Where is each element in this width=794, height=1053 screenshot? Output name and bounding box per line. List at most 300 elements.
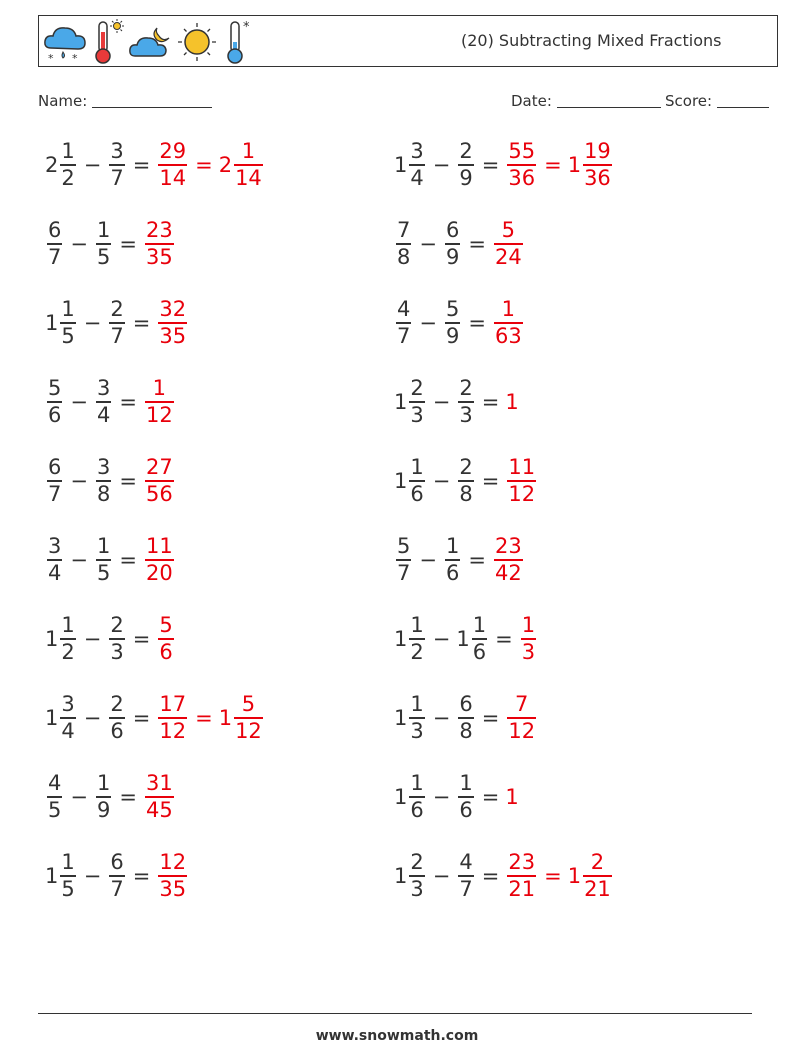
minus-sign: − bbox=[432, 706, 451, 730]
fraction bbox=[47, 218, 62, 270]
equals-sign: = bbox=[481, 864, 500, 888]
svg-text:*: * bbox=[243, 20, 250, 35]
whole-number: 1 bbox=[45, 863, 59, 888]
first-operand bbox=[45, 692, 78, 744]
fraction bbox=[396, 297, 411, 349]
answer bbox=[156, 850, 189, 902]
fraction bbox=[396, 218, 411, 270]
answer bbox=[505, 455, 538, 507]
second-operand bbox=[456, 850, 475, 902]
equals-sign: = bbox=[468, 311, 486, 335]
answer bbox=[156, 613, 175, 665]
answer bbox=[519, 613, 538, 665]
answer-fraction bbox=[507, 455, 536, 507]
denominator: 8 bbox=[397, 244, 411, 269]
answer bbox=[143, 771, 176, 823]
numerator: 1 bbox=[445, 534, 460, 559]
denominator: 7 bbox=[110, 323, 124, 348]
answer-fraction bbox=[158, 850, 187, 902]
numerator: 3 bbox=[96, 376, 111, 401]
first-operand bbox=[45, 771, 64, 823]
fraction bbox=[60, 139, 75, 191]
numerator: 27 bbox=[145, 455, 173, 480]
minus-sign: − bbox=[83, 311, 102, 335]
numerator: 12 bbox=[159, 850, 187, 875]
svg-text:*: * bbox=[72, 52, 78, 65]
answer bbox=[156, 297, 189, 349]
equals-sign: = bbox=[132, 864, 151, 888]
answer-mixed-number bbox=[568, 850, 614, 902]
numerator: 6 bbox=[459, 692, 473, 717]
first-operand bbox=[45, 297, 78, 349]
answer-whole: 1 bbox=[505, 390, 519, 414]
denominator: 5 bbox=[96, 560, 111, 585]
whole-number: 2 bbox=[218, 152, 233, 177]
numerator: 29 bbox=[159, 139, 187, 164]
numerator: 31 bbox=[145, 771, 173, 796]
fraction bbox=[458, 850, 473, 902]
minus-sign: − bbox=[70, 548, 88, 572]
denominator: 7 bbox=[110, 165, 124, 190]
equals-sign: = bbox=[481, 469, 500, 493]
minus-sign: − bbox=[83, 706, 102, 730]
fraction bbox=[445, 534, 460, 586]
whole-number: 1 bbox=[394, 705, 408, 730]
answer-fraction bbox=[507, 850, 536, 902]
denominator: 6 bbox=[410, 481, 424, 506]
denominator: 9 bbox=[445, 323, 460, 348]
denominator: 4 bbox=[48, 560, 62, 585]
whole-number: 1 bbox=[394, 389, 408, 414]
first-operand bbox=[45, 613, 78, 665]
denominator: 6 bbox=[110, 718, 124, 743]
numerator: 5 bbox=[397, 534, 411, 559]
fraction bbox=[234, 139, 263, 191]
whole-number: 1 bbox=[394, 152, 408, 177]
equals-sign: = bbox=[132, 706, 151, 730]
second-operand bbox=[107, 297, 126, 349]
denominator: 3 bbox=[410, 718, 424, 743]
equals-sign: = bbox=[132, 153, 151, 177]
minus-sign: − bbox=[432, 390, 451, 414]
numerator: 1 bbox=[61, 850, 75, 875]
answer bbox=[492, 534, 525, 586]
problem-left-7 bbox=[45, 604, 176, 674]
answer bbox=[156, 692, 264, 744]
whole-number: 1 bbox=[394, 784, 408, 809]
equals-sign: = bbox=[468, 232, 486, 256]
denominator: 6 bbox=[159, 639, 173, 664]
denominator: 2 bbox=[410, 639, 424, 664]
whole-number: 1 bbox=[45, 626, 59, 651]
answer-fraction bbox=[145, 376, 174, 428]
numerator: 2 bbox=[110, 613, 124, 638]
numerator: 1 bbox=[96, 771, 111, 796]
answer-fraction bbox=[494, 534, 523, 586]
minus-sign: − bbox=[432, 627, 451, 651]
denominator: 12 bbox=[145, 402, 173, 427]
whole-number: 2 bbox=[45, 152, 59, 177]
denominator: 4 bbox=[96, 402, 111, 427]
fraction bbox=[234, 692, 263, 744]
name-field bbox=[38, 92, 212, 110]
problem-left-1 bbox=[45, 130, 265, 200]
numerator: 6 bbox=[110, 850, 124, 875]
denominator: 12 bbox=[159, 718, 187, 743]
fraction bbox=[47, 376, 62, 428]
numerator: 1 bbox=[521, 613, 536, 638]
fraction bbox=[109, 297, 124, 349]
denominator: 9 bbox=[96, 797, 111, 822]
denominator: 7 bbox=[397, 560, 411, 585]
fraction bbox=[96, 455, 111, 507]
problem-right-10 bbox=[394, 841, 614, 911]
first-operand bbox=[394, 850, 427, 902]
numerator: 6 bbox=[48, 455, 62, 480]
equals-sign: = bbox=[119, 469, 137, 493]
whole-number: 1 bbox=[218, 705, 233, 730]
fraction bbox=[96, 376, 111, 428]
numerator: 6 bbox=[48, 218, 62, 243]
weather-icons bbox=[41, 18, 259, 66]
numerator: 3 bbox=[410, 139, 424, 164]
first-operand bbox=[394, 692, 427, 744]
answer bbox=[505, 785, 518, 809]
numerator: 2 bbox=[410, 850, 424, 875]
score-label: Score: bbox=[665, 92, 713, 110]
first-operand bbox=[394, 771, 427, 823]
second-operand bbox=[94, 218, 113, 270]
second-operand bbox=[94, 534, 113, 586]
numerator: 1 bbox=[410, 692, 424, 717]
problem-left-3 bbox=[45, 288, 189, 358]
denominator: 35 bbox=[145, 244, 173, 269]
numerator: 7 bbox=[397, 218, 411, 243]
second-operand bbox=[107, 692, 126, 744]
first-operand bbox=[394, 139, 427, 191]
numerator: 23 bbox=[508, 850, 536, 875]
fraction bbox=[458, 455, 473, 507]
numerator: 7 bbox=[515, 692, 529, 717]
denominator: 5 bbox=[61, 323, 75, 348]
denominator: 2 bbox=[61, 639, 75, 664]
numerator: 4 bbox=[397, 297, 411, 322]
denominator: 6 bbox=[410, 797, 424, 822]
first-operand bbox=[45, 376, 64, 428]
answer-fraction bbox=[494, 218, 523, 270]
first-operand bbox=[394, 376, 427, 428]
answer-fraction bbox=[145, 218, 174, 270]
second-operand bbox=[456, 455, 475, 507]
first-operand bbox=[45, 534, 64, 586]
denominator: 9 bbox=[445, 244, 460, 269]
minus-sign: − bbox=[83, 627, 102, 651]
fraction bbox=[60, 850, 75, 902]
numerator: 1 bbox=[61, 297, 75, 322]
date-line[interactable] bbox=[557, 93, 661, 108]
fraction bbox=[96, 218, 111, 270]
numerator: 2 bbox=[110, 297, 124, 322]
problem-right-5 bbox=[394, 446, 538, 516]
score-line[interactable] bbox=[717, 93, 769, 108]
fraction bbox=[445, 297, 460, 349]
minus-sign: − bbox=[432, 469, 451, 493]
numerator: 3 bbox=[61, 692, 75, 717]
numerator: 55 bbox=[508, 139, 536, 164]
fraction bbox=[445, 218, 460, 270]
first-operand bbox=[394, 455, 427, 507]
date-field bbox=[511, 92, 661, 110]
equals-sign: = bbox=[195, 706, 213, 730]
equals-sign: = bbox=[481, 785, 500, 809]
answer-fraction bbox=[158, 692, 187, 744]
numerator: 1 bbox=[61, 139, 75, 164]
fraction bbox=[458, 139, 473, 191]
denominator: 9 bbox=[459, 165, 473, 190]
fraction bbox=[458, 771, 473, 823]
second-operand bbox=[456, 139, 475, 191]
minus-sign: − bbox=[419, 548, 437, 572]
equals-sign: = bbox=[195, 153, 213, 177]
numerator: 5 bbox=[159, 613, 173, 638]
thermometer-cold-icon bbox=[223, 18, 257, 66]
problem-right-3 bbox=[394, 288, 525, 358]
equals-sign: = bbox=[119, 785, 137, 809]
date-label: Date: bbox=[511, 92, 552, 110]
denominator: 5 bbox=[96, 244, 111, 269]
equals-sign: = bbox=[119, 232, 137, 256]
second-operand bbox=[443, 218, 462, 270]
numerator: 4 bbox=[48, 771, 62, 796]
fraction bbox=[96, 534, 111, 586]
numerator: 1 bbox=[459, 771, 473, 796]
minus-sign: − bbox=[83, 864, 102, 888]
equals-sign: = bbox=[119, 548, 137, 572]
equals-sign: = bbox=[132, 311, 151, 335]
numerator: 5 bbox=[48, 376, 62, 401]
fraction bbox=[409, 850, 424, 902]
problem-right-1 bbox=[394, 130, 614, 200]
answer-fraction bbox=[145, 771, 174, 823]
answer-mixed-number bbox=[568, 139, 614, 191]
denominator: 42 bbox=[494, 560, 522, 585]
whole-number: 1 bbox=[456, 626, 470, 651]
numerator: 3 bbox=[110, 139, 124, 164]
answer bbox=[492, 218, 525, 270]
numerator: 17 bbox=[159, 692, 187, 717]
denominator: 36 bbox=[584, 165, 611, 190]
denominator: 3 bbox=[410, 876, 424, 901]
minus-sign: − bbox=[70, 390, 88, 414]
sun-icon bbox=[177, 18, 221, 66]
cloud-snow-icon bbox=[41, 18, 89, 66]
numerator: 5 bbox=[501, 218, 516, 243]
numerator: 23 bbox=[494, 534, 522, 559]
numerator: 5 bbox=[241, 692, 256, 717]
answer bbox=[505, 390, 518, 414]
second-operand bbox=[94, 376, 113, 428]
whole-number: 1 bbox=[394, 468, 408, 493]
first-operand bbox=[394, 218, 413, 270]
numerator: 5 bbox=[445, 297, 460, 322]
denominator: 4 bbox=[61, 718, 75, 743]
minus-sign: − bbox=[70, 785, 88, 809]
denominator: 3 bbox=[459, 402, 473, 427]
problem-left-10 bbox=[45, 841, 189, 911]
fraction bbox=[396, 534, 411, 586]
fraction bbox=[458, 692, 473, 744]
fraction bbox=[409, 692, 424, 744]
second-operand bbox=[107, 613, 126, 665]
first-operand bbox=[45, 455, 64, 507]
fraction bbox=[472, 613, 487, 665]
score-field bbox=[665, 92, 769, 110]
fraction bbox=[409, 771, 424, 823]
problem-left-8 bbox=[45, 683, 265, 753]
problem-right-8 bbox=[394, 683, 538, 753]
numerator: 1 bbox=[501, 297, 516, 322]
answer-fraction bbox=[521, 613, 536, 665]
denominator: 6 bbox=[48, 402, 62, 427]
answer-fraction bbox=[507, 139, 536, 191]
answer-whole: 1 bbox=[505, 785, 519, 809]
denominator: 14 bbox=[159, 165, 187, 190]
cloud-moon-icon bbox=[127, 18, 175, 66]
numerator: 19 bbox=[584, 139, 611, 164]
denominator: 3 bbox=[110, 639, 124, 664]
numerator: 2 bbox=[459, 376, 473, 401]
answer bbox=[505, 850, 613, 902]
footer-url: www.snowmath.com bbox=[315, 1028, 479, 1044]
denominator: 36 bbox=[508, 165, 536, 190]
numerator: 32 bbox=[159, 297, 187, 322]
equals-sign: = bbox=[544, 864, 562, 888]
numerator: 3 bbox=[96, 455, 111, 480]
numerator: 4 bbox=[459, 850, 473, 875]
answer bbox=[505, 692, 538, 744]
numerator: 3 bbox=[48, 534, 62, 559]
answer-fraction bbox=[145, 455, 174, 507]
whole-number: 1 bbox=[45, 310, 59, 335]
fraction bbox=[409, 139, 424, 191]
denominator: 4 bbox=[410, 165, 424, 190]
equals-sign: = bbox=[119, 390, 137, 414]
denominator: 35 bbox=[159, 876, 187, 901]
denominator: 12 bbox=[508, 481, 536, 506]
denominator: 12 bbox=[508, 718, 536, 743]
worksheet-title: (20) Subtracting Mixed Fractions bbox=[461, 31, 722, 50]
whole-number: 1 bbox=[567, 863, 582, 888]
equals-sign: = bbox=[481, 706, 500, 730]
second-operand bbox=[443, 534, 462, 586]
denominator: 7 bbox=[397, 323, 411, 348]
answer-fraction bbox=[145, 534, 174, 586]
answer bbox=[143, 218, 176, 270]
minus-sign: − bbox=[70, 232, 88, 256]
whole-number: 1 bbox=[394, 863, 408, 888]
answer-mixed-number bbox=[219, 692, 265, 744]
equals-sign: = bbox=[481, 390, 500, 414]
denominator: 2 bbox=[61, 165, 75, 190]
denominator: 20 bbox=[145, 560, 173, 585]
fraction bbox=[409, 613, 424, 665]
fraction bbox=[47, 771, 62, 823]
answer bbox=[143, 534, 176, 586]
problem-right-7 bbox=[394, 604, 538, 674]
equals-sign: = bbox=[481, 153, 500, 177]
numerator: 23 bbox=[145, 218, 173, 243]
equals-sign: = bbox=[132, 627, 151, 651]
numerator: 1 bbox=[96, 534, 111, 559]
answer-fraction bbox=[494, 297, 523, 349]
denominator: 14 bbox=[235, 165, 262, 190]
denominator: 7 bbox=[48, 244, 62, 269]
numerator: 1 bbox=[410, 613, 424, 638]
minus-sign: − bbox=[432, 864, 451, 888]
minus-sign: − bbox=[70, 469, 88, 493]
equals-sign: = bbox=[495, 627, 513, 651]
problem-right-4 bbox=[394, 367, 519, 437]
fraction bbox=[60, 692, 75, 744]
second-operand bbox=[456, 376, 475, 428]
fraction bbox=[583, 139, 612, 191]
worksheet-header bbox=[38, 15, 778, 67]
numerator: 2 bbox=[459, 455, 473, 480]
numerator: 1 bbox=[96, 218, 111, 243]
second-operand bbox=[107, 850, 126, 902]
first-operand bbox=[394, 297, 413, 349]
answer bbox=[505, 139, 613, 191]
first-operand bbox=[45, 850, 78, 902]
name-line[interactable] bbox=[92, 93, 212, 108]
denominator: 7 bbox=[459, 876, 473, 901]
minus-sign: − bbox=[432, 153, 451, 177]
answer-fraction bbox=[158, 297, 187, 349]
denominator: 12 bbox=[235, 718, 262, 743]
numerator: 2 bbox=[410, 376, 424, 401]
denominator: 7 bbox=[110, 876, 124, 901]
fraction bbox=[583, 850, 612, 902]
fraction bbox=[109, 613, 124, 665]
problem-right-2 bbox=[394, 209, 525, 279]
numerator: 1 bbox=[472, 613, 487, 638]
second-operand bbox=[443, 297, 462, 349]
fraction bbox=[409, 376, 424, 428]
answer bbox=[156, 139, 264, 191]
whole-number: 1 bbox=[567, 152, 582, 177]
answer-fraction bbox=[507, 692, 536, 744]
fraction bbox=[47, 534, 62, 586]
thermometer-hot-icon bbox=[91, 18, 125, 66]
second-operand bbox=[94, 771, 113, 823]
minus-sign: − bbox=[419, 311, 437, 335]
answer bbox=[143, 455, 176, 507]
numerator: 6 bbox=[445, 218, 460, 243]
minus-sign: − bbox=[432, 785, 451, 809]
equals-sign: = bbox=[544, 153, 562, 177]
numerator: 1 bbox=[152, 376, 167, 401]
problem-right-6 bbox=[394, 525, 525, 595]
second-operand bbox=[456, 771, 475, 823]
problem-right-9 bbox=[394, 762, 519, 832]
denominator: 6 bbox=[445, 560, 460, 585]
problem-left-4 bbox=[45, 367, 176, 437]
minus-sign: − bbox=[419, 232, 437, 256]
problem-left-5 bbox=[45, 446, 176, 516]
denominator: 5 bbox=[61, 876, 75, 901]
second-operand bbox=[94, 455, 113, 507]
name-label: Name: bbox=[38, 92, 88, 110]
